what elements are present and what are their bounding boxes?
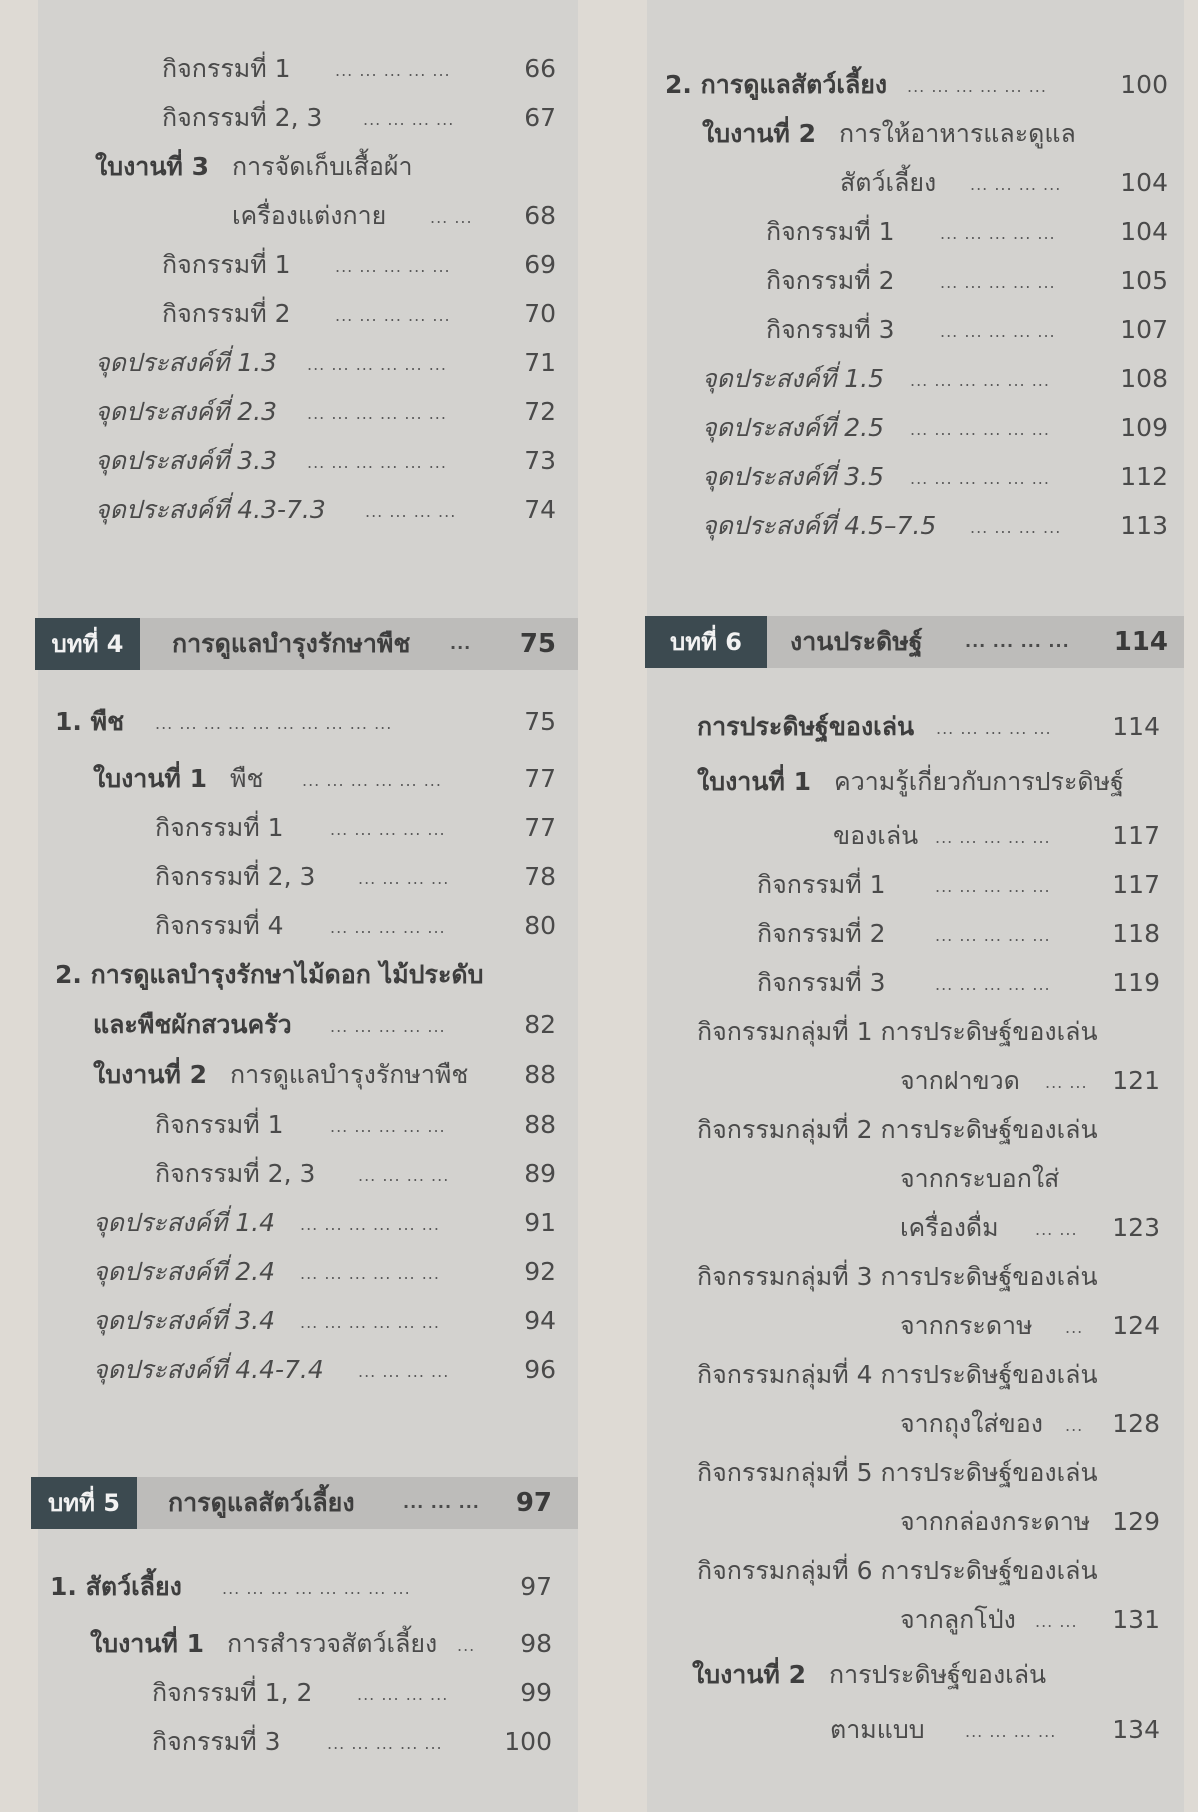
- entry-title: กิจกรรมที่ 2, 3: [155, 862, 316, 891]
- page-number: 109: [1120, 413, 1168, 442]
- toc-entry[interactable]: [93, 1304, 556, 1338]
- page-gutter-left: [0, 0, 38, 1812]
- leader-dots: ... ... ... ... ...: [935, 975, 1051, 994]
- page-number: 113: [1120, 511, 1168, 540]
- toc-entry[interactable]: [757, 868, 1160, 902]
- entry-title: การจัดเก็บเสื้อผ้า: [232, 152, 413, 181]
- chapter-page-number: 114: [1113, 627, 1168, 657]
- page-number: 99: [520, 1678, 552, 1707]
- leader-dots: ... ... ... ...: [365, 502, 457, 521]
- toc-entry[interactable]: [757, 917, 1160, 951]
- entry-title: กิจกรรมที่ 2: [766, 266, 895, 295]
- toc-entry[interactable]: [162, 248, 556, 282]
- entry-title: จุดประสงค์ที่ 4.4-7.4: [93, 1355, 324, 1384]
- entry-title: การสำรวจสัตว์เลี้ยง: [227, 1629, 438, 1658]
- toc-entry[interactable]: [95, 150, 556, 184]
- entry-title: กิจกรรมที่ 1: [155, 813, 284, 842]
- leader-dots: ... ... ... ... ...: [940, 273, 1056, 292]
- leader-dots: ...: [1065, 1416, 1084, 1435]
- entry-title: จากลูกโป่ง: [900, 1605, 1016, 1634]
- entry-title: จุดประสงค์ที่ 3.3: [95, 446, 277, 475]
- entry-title: จุดประสงค์ที่ 3.5: [702, 462, 884, 491]
- toc-entry[interactable]: [697, 1456, 1160, 1490]
- leader-dots: ...: [457, 1636, 476, 1655]
- toc-entry[interactable]: [900, 1603, 1160, 1637]
- leader-dots: ... ... ... ... ...: [330, 1117, 446, 1136]
- leader-dots: ... ... ... ... ...: [327, 1734, 443, 1753]
- toc-entry[interactable]: [93, 1008, 556, 1042]
- chapter-number-badge: บทที่ 4: [35, 618, 140, 670]
- leader-dots: ... ... ... ... ...: [935, 926, 1051, 945]
- leader-dots: ... ... ... ...: [965, 1722, 1057, 1741]
- leader-dots: ... ... ... ... ... ...: [910, 371, 1050, 390]
- page-number: 98: [520, 1629, 552, 1658]
- leader-dots: ... ... ...: [403, 1493, 480, 1512]
- leader-dots: ... ... ... ... ...: [330, 1017, 446, 1036]
- page-number: 66: [524, 54, 556, 83]
- entry-title: การดูแลบำรุงรักษาพืช: [230, 1060, 469, 1089]
- page-gutter-right: [1184, 0, 1198, 1812]
- leader-dots: ... ... ... ... ...: [940, 224, 1056, 243]
- entry-title: เครื่องดื่ม: [900, 1213, 999, 1242]
- entry-title: 1. สัตว์เลี้ยง: [50, 1572, 182, 1601]
- entry-title: ความรู้เกี่ยวกับการประดิษฐ์: [834, 767, 1124, 796]
- entry-title: จุดประสงค์ที่ 2.5: [702, 413, 884, 442]
- entry-title: 2. การดูแลบำรุงรักษาไม้ดอก ไม้ประดับ: [55, 960, 484, 989]
- toc-entry[interactable]: [93, 1058, 556, 1092]
- entry-title: กิจกรรมที่ 1: [155, 1110, 284, 1139]
- entry-title: กิจกรรมกลุ่มที่ 3 การประดิษฐ์ของเล่น: [697, 1262, 1098, 1291]
- page-number: 124: [1112, 1311, 1160, 1340]
- leader-dots: ... ... ... ...: [363, 110, 455, 129]
- page-number: 118: [1112, 919, 1160, 948]
- leader-dots: ... ... ... ... ...: [335, 306, 451, 325]
- page-number: 74: [524, 495, 556, 524]
- toc-entry[interactable]: [757, 966, 1160, 1000]
- chapter-title: การดูแลบำรุงรักษาพืช: [172, 629, 411, 658]
- page-number: 134: [1112, 1715, 1160, 1744]
- entry-title: ของเล่น: [833, 821, 919, 850]
- leader-dots: ... ... ... ...: [358, 869, 450, 888]
- entry-title: จากฝาขวด: [900, 1066, 1020, 1095]
- entry-title: และพืชผักสวนครัว: [93, 1010, 292, 1039]
- toc-entry[interactable]: [95, 444, 556, 478]
- toc-entry[interactable]: [766, 264, 1168, 298]
- leader-dots: ... ... ... ... ...: [330, 918, 446, 937]
- worksheet-label: ใบงานที่ 2: [692, 1660, 806, 1689]
- leader-dots: ... ...: [430, 208, 473, 227]
- leader-dots: ... ... ... ... ... ...: [302, 771, 442, 790]
- entry-title: กิจกรรมที่ 2, 3: [162, 103, 323, 132]
- toc-entry[interactable]: [900, 1505, 1160, 1539]
- page-number: 104: [1120, 217, 1168, 246]
- toc-entry[interactable]: [155, 1108, 556, 1142]
- chapter-heading[interactable]: [31, 1477, 578, 1529]
- page-number: 70: [524, 299, 556, 328]
- toc-entry[interactable]: [702, 362, 1168, 396]
- leader-dots: ... ... ... ...: [358, 1166, 450, 1185]
- toc-entry[interactable]: [702, 411, 1168, 445]
- entry-title: กิจกรรมกลุ่มที่ 5 การประดิษฐ์ของเล่น: [697, 1458, 1098, 1487]
- page-number: 71: [524, 348, 556, 377]
- entry-title: กิจกรรมกลุ่มที่ 1 การประดิษฐ์ของเล่น: [697, 1017, 1098, 1046]
- toc-entry[interactable]: [702, 509, 1168, 543]
- entry-title: สัตว์เลี้ยง: [840, 168, 937, 197]
- entry-title: จุดประสงค์ที่ 4.3-7.3: [95, 495, 326, 524]
- chapter-title: งานประดิษฐ์: [790, 627, 923, 656]
- toc-entry[interactable]: [93, 1206, 556, 1240]
- entry-title: จุดประสงค์ที่ 1.5: [702, 364, 884, 393]
- page-number: 121: [1112, 1066, 1160, 1095]
- worksheet-label: ใบงานที่ 3: [95, 152, 209, 181]
- leader-dots: ... ... ... ...: [965, 632, 1070, 651]
- entry-title: จุดประสงค์ที่ 3.4: [93, 1306, 275, 1335]
- entry-title: จุดประสงค์ที่ 2.4: [93, 1257, 275, 1286]
- toc-entry[interactable]: [697, 710, 1160, 744]
- entry-title: การให้อาหารและดูแล: [839, 119, 1076, 148]
- page-number: 88: [524, 1060, 556, 1089]
- leader-dots: ... ... ... ... ... ... ... ... ... ...: [155, 714, 393, 733]
- toc-entry[interactable]: [697, 1260, 1160, 1294]
- worksheet-label: ใบงานที่ 1: [697, 767, 811, 796]
- toc-entry[interactable]: [55, 705, 556, 739]
- worksheet-label: ใบงานที่ 2: [702, 119, 816, 148]
- toc-entry[interactable]: [152, 1725, 552, 1759]
- chapter-page-number: 97: [515, 1488, 552, 1518]
- leader-dots: ... ... ... ... ...: [330, 820, 446, 839]
- page-number: 119: [1112, 968, 1160, 997]
- chapter-number-badge: บทที่ 5: [31, 1477, 137, 1529]
- leader-dots: ... ... ... ...: [970, 175, 1062, 194]
- page-number: 94: [524, 1306, 556, 1335]
- leader-dots: ... ... ... ... ...: [935, 877, 1051, 896]
- leader-dots: ... ... ... ... ...: [940, 322, 1056, 341]
- chapter-number-badge: บทที่ 6: [645, 616, 767, 668]
- leader-dots: ... ... ... ... ... ...: [307, 404, 447, 423]
- page-number: 72: [524, 397, 556, 426]
- leader-dots: ... ... ... ... ... ...: [300, 1313, 440, 1332]
- leader-dots: ... ... ... ... ... ... ... ...: [222, 1579, 411, 1598]
- toc-entry[interactable]: [155, 811, 556, 845]
- worksheet-label: ใบงานที่ 1: [90, 1629, 204, 1658]
- worksheet-label: ใบงานที่ 2: [93, 1060, 207, 1089]
- toc-entry[interactable]: [697, 1113, 1160, 1147]
- toc-entry[interactable]: [162, 297, 556, 331]
- page-number: 112: [1120, 462, 1168, 491]
- toc-entry[interactable]: [93, 1353, 556, 1387]
- page-number: 92: [524, 1257, 556, 1286]
- page-number: 69: [524, 250, 556, 279]
- toc-entry[interactable]: [900, 1407, 1160, 1441]
- toc-entry[interactable]: [95, 346, 556, 380]
- toc-entry[interactable]: [830, 1713, 1160, 1747]
- entry-title: จุดประสงค์ที่ 1.4: [93, 1208, 275, 1237]
- entry-title: กิจกรรมที่ 3: [152, 1727, 281, 1756]
- toc-entry[interactable]: [840, 166, 1168, 200]
- entry-title: จุดประสงค์ที่ 4.5–7.5: [702, 511, 937, 540]
- leader-dots: ... ... ... ... ... ...: [910, 469, 1050, 488]
- page-number: 73: [524, 446, 556, 475]
- page-number: 123: [1112, 1213, 1160, 1242]
- leader-dots: ... ... ... ...: [358, 1362, 450, 1381]
- entry-title: กิจกรรมกลุ่มที่ 6 การประดิษฐ์ของเล่น: [697, 1556, 1098, 1585]
- entry-title: จุดประสงค์ที่ 1.3: [95, 348, 277, 377]
- page-number: 88: [524, 1110, 556, 1139]
- entry-title: กิจกรรมกลุ่มที่ 2 การประดิษฐ์ของเล่น: [697, 1115, 1098, 1144]
- entry-title: กิจกรรมที่ 1: [162, 54, 291, 83]
- toc-entry[interactable]: [697, 765, 1160, 799]
- toc-entry[interactable]: [900, 1211, 1160, 1245]
- page-number: 75: [524, 707, 556, 736]
- toc-entry[interactable]: [900, 1162, 1160, 1196]
- toc-entry[interactable]: [665, 68, 1168, 102]
- page-number: 100: [1120, 70, 1168, 99]
- leader-dots: ... ... ... ... ... ...: [300, 1215, 440, 1234]
- chapter-title: การดูแลสัตว์เลี้ยง: [168, 1488, 355, 1517]
- toc-entry[interactable]: [155, 909, 556, 943]
- toc-entry[interactable]: [155, 860, 556, 894]
- toc-entry[interactable]: [833, 819, 1160, 853]
- toc-entry[interactable]: [697, 1554, 1160, 1588]
- page-number: 104: [1120, 168, 1168, 197]
- toc-entry[interactable]: [697, 1358, 1160, 1392]
- leader-dots: ... ...: [1035, 1220, 1078, 1239]
- page-number: 77: [524, 764, 556, 793]
- entry-title: กิจกรรมที่ 1: [162, 250, 291, 279]
- toc-entry[interactable]: [900, 1064, 1160, 1098]
- leader-dots: ... ... ... ... ... ...: [910, 420, 1050, 439]
- toc-entry[interactable]: [162, 52, 556, 86]
- page-number: 96: [524, 1355, 556, 1384]
- page-number: 82: [524, 1010, 556, 1039]
- leader-dots: ... ... ... ... ...: [935, 828, 1051, 847]
- toc-entry[interactable]: [55, 958, 556, 992]
- toc-entry[interactable]: [93, 1255, 556, 1289]
- toc-entry[interactable]: [50, 1570, 552, 1604]
- toc-entry[interactable]: [152, 1676, 552, 1710]
- entry-title: จากกล่องกระดาษ: [900, 1507, 1091, 1536]
- entry-title: จากกระดาษ: [900, 1311, 1033, 1340]
- page-number: 67: [524, 103, 556, 132]
- toc-entry[interactable]: [95, 493, 556, 527]
- toc-entry[interactable]: [766, 313, 1168, 347]
- entry-title: เครื่องแต่งกาย: [232, 201, 387, 230]
- toc-entry[interactable]: [900, 1309, 1160, 1343]
- entry-title: กิจกรรมที่ 3: [766, 315, 895, 344]
- leader-dots: ...: [450, 634, 472, 653]
- page-number: 100: [504, 1727, 552, 1756]
- leader-dots: ... ... ... ... ...: [936, 719, 1052, 738]
- leader-dots: ... ... ... ... ...: [335, 257, 451, 276]
- leader-dots: ... ... ... ... ...: [335, 61, 451, 80]
- toc-entry[interactable]: [95, 395, 556, 429]
- toc-entry[interactable]: [697, 1015, 1160, 1049]
- toc-entry[interactable]: [155, 1157, 556, 1191]
- page-number: 107: [1120, 315, 1168, 344]
- page-number: 114: [1112, 712, 1160, 741]
- toc-entry[interactable]: [232, 199, 556, 233]
- leader-dots: ... ... ... ...: [970, 518, 1062, 537]
- leader-dots: ... ... ... ... ... ...: [300, 1264, 440, 1283]
- leader-dots: ... ...: [1035, 1612, 1078, 1631]
- page-number: 97: [520, 1572, 552, 1601]
- page-number: 91: [524, 1208, 556, 1237]
- entry-title: 2. การดูแลสัตว์เลี้ยง: [665, 70, 888, 99]
- worksheet-label: ใบงานที่ 1: [93, 764, 207, 793]
- page-number: 131: [1112, 1605, 1160, 1634]
- toc-entry[interactable]: [702, 117, 1168, 151]
- page-number: 117: [1112, 821, 1160, 850]
- entry-title: จุดประสงค์ที่ 2.3: [95, 397, 277, 426]
- toc-entry[interactable]: [90, 1627, 552, 1661]
- entry-title: จากกระบอกใส่: [900, 1164, 1060, 1193]
- leader-dots: ... ... ... ...: [357, 1685, 449, 1704]
- leader-dots: ... ... ... ... ... ...: [307, 453, 447, 472]
- entry-title: กิจกรรมที่ 3: [757, 968, 886, 997]
- entry-title: ตามแบบ: [830, 1715, 925, 1744]
- toc-entry[interactable]: [766, 215, 1168, 249]
- entry-title: กิจกรรมกลุ่มที่ 4 การประดิษฐ์ของเล่น: [697, 1360, 1098, 1389]
- page-number: 129: [1112, 1507, 1160, 1536]
- page-number: 77: [524, 813, 556, 842]
- entry-title: กิจกรรมที่ 4: [155, 911, 284, 940]
- entry-title: กิจกรรมที่ 2, 3: [155, 1159, 316, 1188]
- entry-title: กิจกรรมที่ 2: [162, 299, 291, 328]
- entry-title: การประดิษฐ์ของเล่น: [829, 1660, 1047, 1689]
- entry-title: พืช: [230, 764, 264, 793]
- toc-entry[interactable]: [702, 460, 1168, 494]
- page-number: 78: [524, 862, 556, 891]
- leader-dots: ... ... ... ... ... ...: [307, 355, 447, 374]
- entry-title: การประดิษฐ์ของเล่น: [697, 712, 915, 741]
- page-number: 80: [524, 911, 556, 940]
- entry-title: จากถุงใส่ของ: [900, 1409, 1043, 1438]
- entry-title: 1. พืช: [55, 707, 125, 736]
- page-number: 89: [524, 1159, 556, 1188]
- entry-title: กิจกรรมที่ 1: [766, 217, 895, 246]
- entry-title: กิจกรรมที่ 1, 2: [152, 1678, 313, 1707]
- page-number: 117: [1112, 870, 1160, 899]
- page-number: 105: [1120, 266, 1168, 295]
- leader-dots: ... ...: [1045, 1073, 1088, 1092]
- leader-dots: ... ... ... ... ... ...: [907, 77, 1047, 96]
- chapter-heading[interactable]: [35, 618, 578, 670]
- chapter-heading[interactable]: [645, 616, 1184, 668]
- chapter-page-number: 75: [519, 629, 556, 659]
- leader-dots: ...: [1065, 1318, 1084, 1337]
- entry-title: กิจกรรมที่ 2: [757, 919, 886, 948]
- toc-entry[interactable]: [93, 762, 556, 796]
- entry-title: กิจกรรมที่ 1: [757, 870, 886, 899]
- page-number: 128: [1112, 1409, 1160, 1438]
- page-gutter-center: [578, 0, 647, 1812]
- page-number: 108: [1120, 364, 1168, 393]
- toc-entry[interactable]: [162, 101, 556, 135]
- page-number: 68: [524, 201, 556, 230]
- toc-entry[interactable]: [692, 1658, 1160, 1692]
